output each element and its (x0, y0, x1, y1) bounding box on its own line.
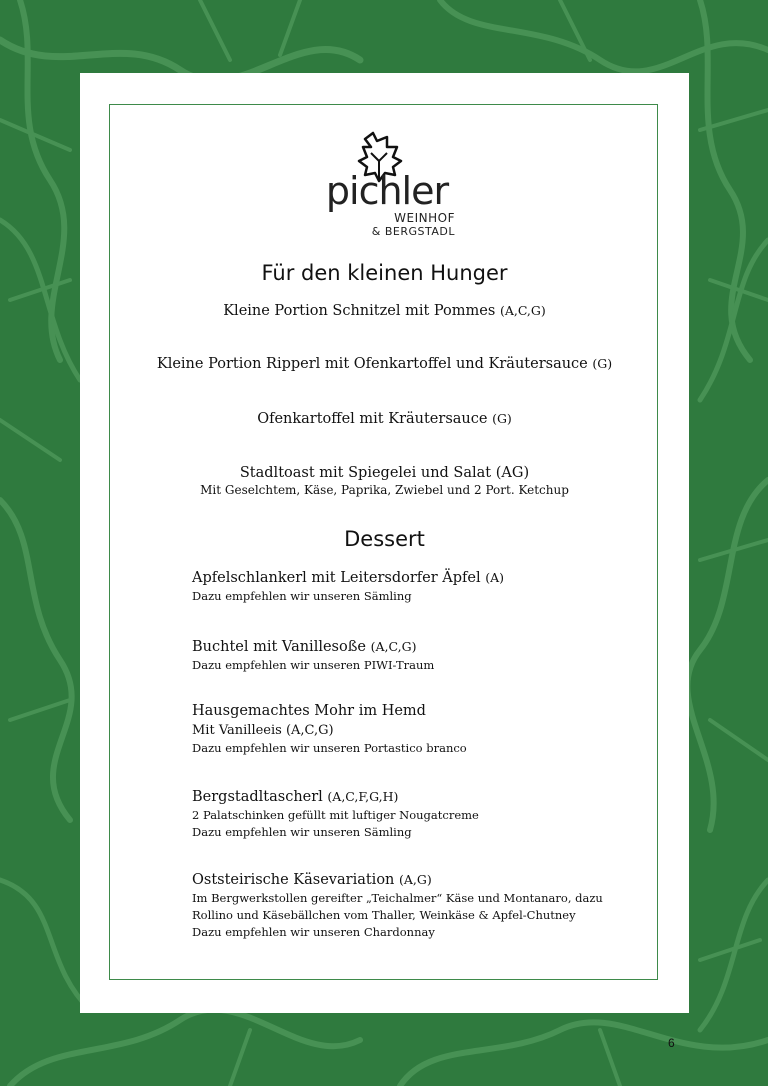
item-name: Oststeirische Käsevariation (192, 872, 395, 888)
dessert-item (192, 787, 632, 841)
item-note: Dazu empfehlen wir unseren Sämling (192, 825, 412, 839)
item-name: Stadltoast mit Spiegelei und Salat (239, 465, 492, 481)
item-allergens: (G) (492, 411, 512, 426)
item-note: Im Bergwerkstollen gereifter „Teichalmer“ Käse und Montanaro, dazu (192, 891, 603, 905)
item-allergens: (G) (592, 356, 613, 371)
brand-name: pichler (325, 169, 449, 213)
menu-item (80, 303, 689, 319)
brand-line-1: WEINHOF (394, 211, 455, 225)
menu-item (80, 356, 689, 372)
item-description: Mit Geselchtem, Käse, Paprika, Zwiebel und 2 Port. Ketchup (200, 483, 569, 497)
section-title-small-hunger: Für den kleinen Hunger (261, 261, 508, 285)
item-note: Rollino und Käsebällchen vom Thaller, Weinkäse & Apfel-Chutney (192, 908, 576, 922)
item-note: 2 Palatschinken gefüllt mit luftiger Nougatcreme (192, 808, 479, 822)
dessert-item (192, 870, 632, 941)
dessert-item (192, 702, 632, 757)
item-note: Dazu empfehlen wir unseren PIWI-Traum (192, 658, 435, 672)
item-allergens: (A,G) (399, 872, 432, 887)
item-allergens: (A,C,F,G,H) (327, 789, 399, 804)
brand-logo (315, 131, 455, 241)
section-title-dessert: Dessert (344, 527, 425, 551)
item-name: Buchtel mit Vanillesoße (192, 639, 366, 655)
brand-line-2: & BERGSTADL (371, 225, 455, 238)
item-allergens: (A) (485, 570, 505, 585)
item-name: Kleine Portion Schnitzel mit Pommes (223, 303, 496, 319)
item-name: Kleine Portion Ripperl mit Ofenkartoffel und Kräutersauce (156, 356, 588, 372)
page-number: 6 (668, 1036, 675, 1050)
dessert-item (192, 568, 632, 605)
menu-item (80, 465, 689, 497)
item-name: Bergstadltascherl (192, 789, 323, 805)
item-note: Mit Vanilleeis (A,C,G) (192, 723, 334, 738)
item-name: Apfelschlankerl mit Leitersdorfer Äpfel (192, 570, 481, 586)
dessert-item (192, 637, 632, 674)
menu-item (80, 411, 689, 427)
item-allergens: (A,C,G) (499, 303, 546, 318)
item-note: Dazu empfehlen wir unseren Portastico branco (192, 741, 467, 755)
item-allergens: (AG) (495, 465, 530, 481)
item-name: Ofenkartoffel mit Kräutersauce (257, 411, 488, 427)
item-note: Dazu empfehlen wir unseren Chardonnay (192, 925, 435, 939)
item-note: Dazu empfehlen wir unseren Sämling (192, 589, 412, 603)
item-name: Hausgemachtes Mohr im Hemd (192, 703, 426, 719)
item-allergens: (A,C,G) (370, 639, 417, 654)
menu-card (80, 73, 689, 1013)
